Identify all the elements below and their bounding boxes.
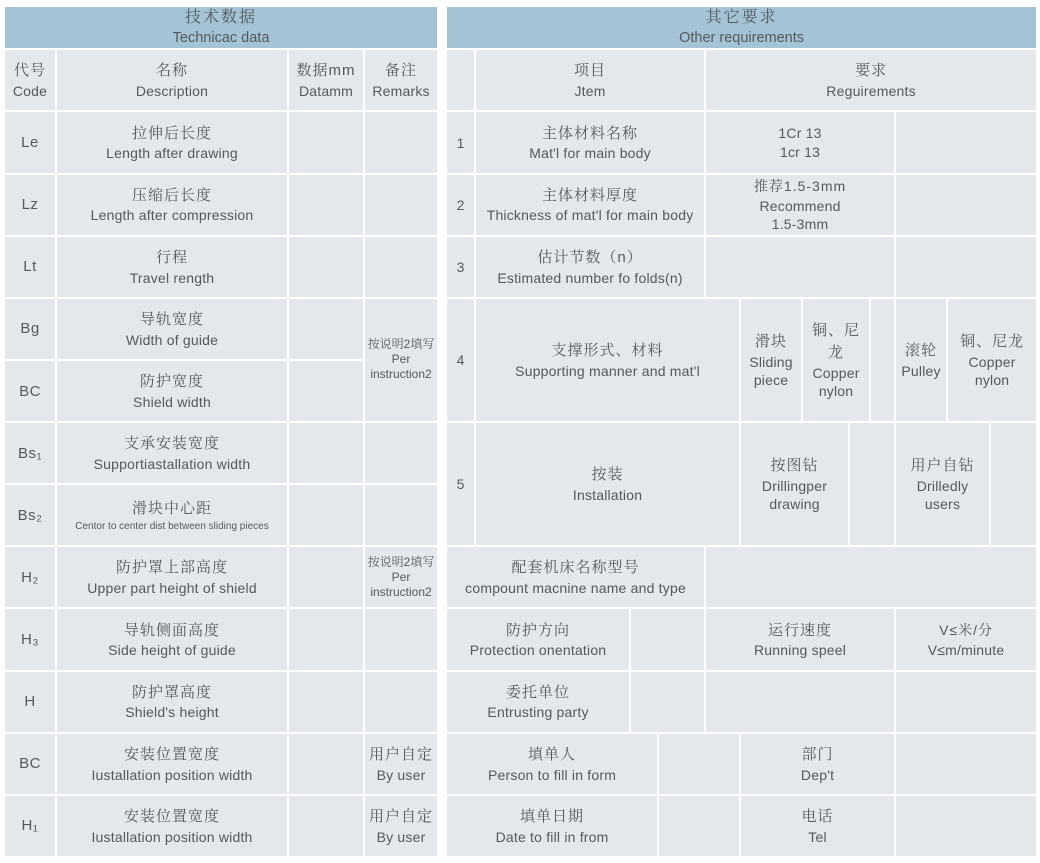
text-zh: 按图钻 bbox=[770, 457, 819, 475]
item-cell-date-to-fill bbox=[447, 796, 657, 856]
requirement-cell-drilled-by-users bbox=[896, 423, 989, 545]
text-en: Estimated number fo folds(n) bbox=[497, 269, 683, 286]
text-en: piece bbox=[753, 371, 789, 388]
table-row bbox=[447, 672, 1036, 732]
item-cell bbox=[476, 175, 704, 235]
text-en: Remarks bbox=[372, 83, 430, 100]
text-en: Reguirements bbox=[826, 83, 916, 100]
data-cell bbox=[289, 175, 363, 235]
table-row bbox=[5, 734, 437, 794]
text-en: Installation bbox=[572, 486, 643, 503]
data-cell bbox=[289, 672, 363, 732]
text-zh: 配套机床名称型号 bbox=[511, 559, 640, 577]
requirement-cell-sliding-piece bbox=[741, 299, 801, 421]
text-zh: 用户自定 bbox=[369, 807, 434, 825]
table-row bbox=[5, 485, 437, 545]
text-en: Length after compression bbox=[90, 207, 254, 224]
table-row bbox=[5, 175, 437, 235]
code-cell: H₂ bbox=[5, 547, 55, 607]
data-cell bbox=[289, 485, 363, 545]
text-en: By user bbox=[376, 828, 426, 845]
text-zh: 安装位置宽度 bbox=[123, 807, 220, 825]
remarks-cell bbox=[365, 609, 437, 669]
table-row bbox=[447, 547, 1036, 607]
code-cell: Le bbox=[5, 112, 55, 172]
text-value: Recommend bbox=[759, 197, 841, 214]
table-row bbox=[5, 547, 437, 607]
text-en: Drillingper bbox=[761, 477, 828, 494]
text-value: 1cr 13 bbox=[779, 143, 821, 160]
text-value: 1.5-3mm bbox=[771, 215, 829, 232]
code-cell: BC bbox=[5, 734, 55, 794]
requirement-cell bbox=[706, 237, 894, 297]
text-en: Jtem bbox=[574, 83, 606, 100]
text-en: Upper part height of shield bbox=[87, 580, 257, 597]
row-number-cell: 3 bbox=[447, 237, 474, 297]
row-number-cell: 1 bbox=[447, 112, 474, 172]
requirement-cell bbox=[896, 672, 1036, 732]
text-en: Date to fill in from bbox=[495, 828, 609, 845]
text-en: Per bbox=[391, 352, 411, 367]
text-en: Thickness of mat'l for main body bbox=[486, 207, 694, 224]
code-cell: Lz bbox=[5, 175, 55, 235]
text-zh: 名称 bbox=[155, 62, 188, 80]
text-en: Supporting manner and mat'l bbox=[515, 362, 700, 379]
title-zh: 其它要求 bbox=[705, 9, 778, 27]
requirement-cell bbox=[631, 672, 704, 732]
data-cell bbox=[289, 547, 363, 607]
item-cell bbox=[476, 112, 704, 172]
table-row bbox=[447, 423, 1036, 545]
text-zh: 估计节数（n） bbox=[537, 248, 643, 266]
text-en: nylon bbox=[818, 382, 854, 399]
remarks-cell bbox=[365, 112, 437, 172]
description-cell bbox=[57, 609, 287, 669]
text-zh: 防护罩高度 bbox=[131, 683, 212, 701]
description-cell bbox=[57, 361, 287, 421]
text-en: Datamm bbox=[298, 83, 354, 100]
requirement-cell-drilling-per-drawing bbox=[741, 423, 848, 545]
text-zh: 填单日期 bbox=[520, 807, 585, 825]
data-cell bbox=[289, 237, 363, 297]
text-en: instruction2 bbox=[370, 584, 432, 599]
requirement-cell bbox=[850, 423, 894, 545]
requirement-cell bbox=[706, 672, 894, 732]
text-zh: 委托单位 bbox=[506, 683, 571, 701]
text-zh: 按说明2填写 bbox=[367, 337, 435, 352]
text-en: Width of guide bbox=[125, 331, 219, 348]
header-requirements bbox=[706, 50, 1036, 110]
requirement-cell bbox=[631, 609, 704, 669]
description-cell bbox=[57, 796, 287, 856]
remarks-cell bbox=[365, 175, 437, 235]
text-en: users bbox=[924, 496, 961, 513]
text-zh: 拉伸后长度 bbox=[131, 124, 212, 142]
description-cell bbox=[57, 672, 287, 732]
text-en: instruction2 bbox=[370, 367, 432, 382]
requirement-cell bbox=[896, 175, 1036, 235]
code-cell: Bs₂ bbox=[5, 485, 55, 545]
text-en: Dep't bbox=[800, 766, 835, 783]
item-cell bbox=[476, 237, 704, 297]
text-en: Shield width bbox=[133, 393, 211, 410]
requirement-cell-tel bbox=[741, 796, 894, 856]
text-en: Entrusting party bbox=[487, 704, 589, 721]
text-en: Code bbox=[12, 83, 48, 100]
requirement-cell-running-speed bbox=[706, 609, 894, 669]
header-remarks bbox=[365, 50, 437, 110]
header-data-mm bbox=[289, 50, 363, 110]
requirement-cell bbox=[706, 547, 1036, 607]
remarks-cell bbox=[365, 485, 437, 545]
text-zh: 要求 bbox=[855, 62, 888, 80]
text-en: Shield's height bbox=[125, 704, 219, 721]
table-row bbox=[5, 299, 437, 359]
data-cell bbox=[289, 112, 363, 172]
text-zh: 部门 bbox=[801, 745, 834, 763]
text-zh: 导轨侧面高度 bbox=[123, 621, 220, 639]
right-table-title bbox=[447, 7, 1036, 48]
requirement-cell-pulley bbox=[896, 299, 946, 421]
text-zh: 防护宽度 bbox=[139, 373, 204, 391]
technical-data-table bbox=[3, 5, 439, 858]
table-row bbox=[447, 299, 1036, 421]
text-en: drawing bbox=[769, 496, 820, 513]
description-cell bbox=[57, 237, 287, 297]
text-zh: 支承安装宽度 bbox=[123, 435, 220, 453]
header-description bbox=[57, 50, 287, 110]
table-row bbox=[447, 609, 1036, 669]
text-zh: 数据mm bbox=[296, 62, 356, 80]
text-zh: 滚轮 bbox=[905, 341, 938, 359]
text-zh: 备注 bbox=[385, 62, 418, 80]
text-zh: 防护方向 bbox=[506, 621, 571, 639]
requirement-cell-copper-nylon bbox=[948, 299, 1036, 421]
text-en: Mat'l for main body bbox=[529, 145, 651, 162]
text-en: Sliding bbox=[749, 353, 793, 370]
remarks-cell bbox=[365, 423, 437, 483]
item-cell-person-to-fill bbox=[447, 734, 657, 794]
data-cell bbox=[289, 423, 363, 483]
description-cell bbox=[57, 175, 287, 235]
text-en: Centor to center dist between sliding pieces bbox=[75, 520, 269, 532]
requirement-cell bbox=[659, 734, 739, 794]
title-zh: 技术数据 bbox=[185, 9, 258, 27]
text-zh: 支撑形式、材料 bbox=[551, 341, 664, 359]
row-number-cell: 5 bbox=[447, 423, 474, 545]
data-cell bbox=[289, 609, 363, 669]
code-cell: H₃ bbox=[5, 609, 55, 669]
item-cell-protection-orientation bbox=[447, 609, 629, 669]
table-row bbox=[447, 7, 1036, 48]
table-row bbox=[5, 609, 437, 669]
table-row bbox=[5, 796, 437, 856]
table-row bbox=[447, 175, 1036, 235]
description-cell bbox=[57, 485, 287, 545]
text-en: Copper bbox=[812, 364, 860, 381]
text-en: Iustallation position width bbox=[91, 828, 253, 845]
table-row bbox=[447, 50, 1036, 110]
code-cell: Bg bbox=[5, 299, 55, 359]
requirement-cell bbox=[659, 796, 739, 856]
table-row bbox=[5, 50, 437, 110]
row-number-cell: 4 bbox=[447, 299, 474, 421]
remarks-cell-per-instruction bbox=[365, 547, 437, 607]
text-zh: 填单人 bbox=[528, 745, 577, 763]
text-en: Pulley bbox=[901, 362, 941, 379]
text-zh: 代号 bbox=[13, 62, 46, 80]
table-row bbox=[5, 672, 437, 732]
description-cell bbox=[57, 547, 287, 607]
table-row bbox=[447, 796, 1036, 856]
table-row bbox=[5, 112, 437, 172]
text-en: Person to fill in form bbox=[487, 766, 617, 783]
row-number-cell: 2 bbox=[447, 175, 474, 235]
text-zh: 电话 bbox=[801, 807, 834, 825]
text-en: compount macnine name and type bbox=[465, 580, 686, 597]
description-cell bbox=[57, 423, 287, 483]
text-en: Copper bbox=[968, 353, 1016, 370]
text-en: Protection onentation bbox=[469, 642, 607, 659]
text-zh: 用户自定 bbox=[369, 745, 434, 763]
text-zh: 用户自钻 bbox=[910, 457, 975, 475]
text-en: Supportiastallation width bbox=[93, 455, 251, 472]
remarks-cell-by-user bbox=[365, 734, 437, 794]
text-value: 1Cr 13 bbox=[778, 125, 822, 142]
text-zh: 运行速度 bbox=[768, 621, 833, 639]
description-cell bbox=[57, 112, 287, 172]
remarks-cell bbox=[365, 237, 437, 297]
text-zh: 压缩后长度 bbox=[131, 186, 212, 204]
text-en: Length after drawing bbox=[106, 145, 238, 162]
requirement-cell-material bbox=[706, 112, 894, 172]
text-en: Side height of guide bbox=[108, 642, 236, 659]
data-cell bbox=[289, 734, 363, 794]
text-zh: V≤米/分 bbox=[939, 622, 994, 639]
text-en: Tel bbox=[808, 828, 827, 845]
text-zh: 推荐1.5-3mm bbox=[753, 178, 847, 195]
data-cell bbox=[289, 299, 363, 359]
code-cell: H bbox=[5, 672, 55, 732]
text-en: By user bbox=[376, 766, 426, 783]
text-en: Travel rength bbox=[129, 269, 215, 286]
requirement-cell-copper-nylon bbox=[803, 299, 869, 421]
requirement-cell-dept bbox=[741, 734, 894, 794]
code-cell: H₁ bbox=[5, 796, 55, 856]
text-zh: 滑块 bbox=[755, 332, 788, 350]
table-row bbox=[447, 237, 1036, 297]
item-cell-entrusting-party bbox=[447, 672, 629, 732]
requirement-cell bbox=[896, 112, 1036, 172]
code-cell: BC bbox=[5, 361, 55, 421]
text-zh: 安装位置宽度 bbox=[123, 745, 220, 763]
code-cell: Lt bbox=[5, 237, 55, 297]
other-requirements-table bbox=[445, 5, 1038, 858]
text-en: Drilledly bbox=[916, 477, 969, 494]
text-zh: 防护罩上部高度 bbox=[115, 559, 228, 577]
remarks-cell-per-instruction bbox=[365, 299, 437, 421]
description-cell bbox=[57, 299, 287, 359]
table-row bbox=[447, 112, 1036, 172]
item-cell-machine-name bbox=[447, 547, 704, 607]
requirement-cell bbox=[991, 423, 1036, 545]
text-en: V≤m/minute bbox=[927, 641, 1005, 658]
requirement-cell bbox=[896, 796, 1036, 856]
text-zh: 滑块中心距 bbox=[131, 499, 212, 517]
requirement-cell-speed-limit bbox=[896, 609, 1036, 669]
text-en: Per bbox=[391, 569, 411, 584]
code-cell: Bs₁ bbox=[5, 423, 55, 483]
requirement-cell bbox=[871, 299, 894, 421]
header-code bbox=[5, 50, 55, 110]
table-row bbox=[5, 237, 437, 297]
text-zh: 按装 bbox=[591, 466, 624, 484]
text-zh: 铜、尼龙 bbox=[812, 322, 861, 361]
header-item bbox=[476, 50, 704, 110]
left-table-title bbox=[5, 7, 437, 48]
description-cell bbox=[57, 734, 287, 794]
table-row bbox=[447, 734, 1036, 794]
text-en: Description bbox=[135, 83, 209, 100]
text-zh: 项目 bbox=[574, 62, 607, 80]
text-en: Running speel bbox=[753, 642, 847, 659]
text-zh: 导轨宽度 bbox=[139, 310, 204, 328]
title-en: Other requirements bbox=[679, 30, 805, 47]
text-zh: 按说明2填写 bbox=[367, 554, 435, 569]
text-en: nylon bbox=[974, 371, 1010, 388]
requirement-cell bbox=[896, 237, 1036, 297]
text-en: Iustallation position width bbox=[91, 766, 253, 783]
header-number-spacer bbox=[447, 50, 474, 110]
requirement-cell bbox=[896, 734, 1036, 794]
text-zh: 铜、尼龙 bbox=[960, 332, 1025, 350]
remarks-cell bbox=[365, 672, 437, 732]
text-zh: 主体材料厚度 bbox=[542, 186, 639, 204]
remarks-cell-by-user bbox=[365, 796, 437, 856]
item-cell bbox=[476, 423, 739, 545]
data-cell bbox=[289, 361, 363, 421]
table-row bbox=[5, 423, 437, 483]
text-zh: 行程 bbox=[155, 248, 188, 266]
requirement-cell-thickness bbox=[706, 175, 894, 235]
data-cell bbox=[289, 796, 363, 856]
title-en: Technicac data bbox=[172, 30, 270, 47]
table-row bbox=[5, 7, 437, 48]
item-cell bbox=[476, 299, 739, 421]
text-zh: 主体材料名称 bbox=[542, 124, 639, 142]
